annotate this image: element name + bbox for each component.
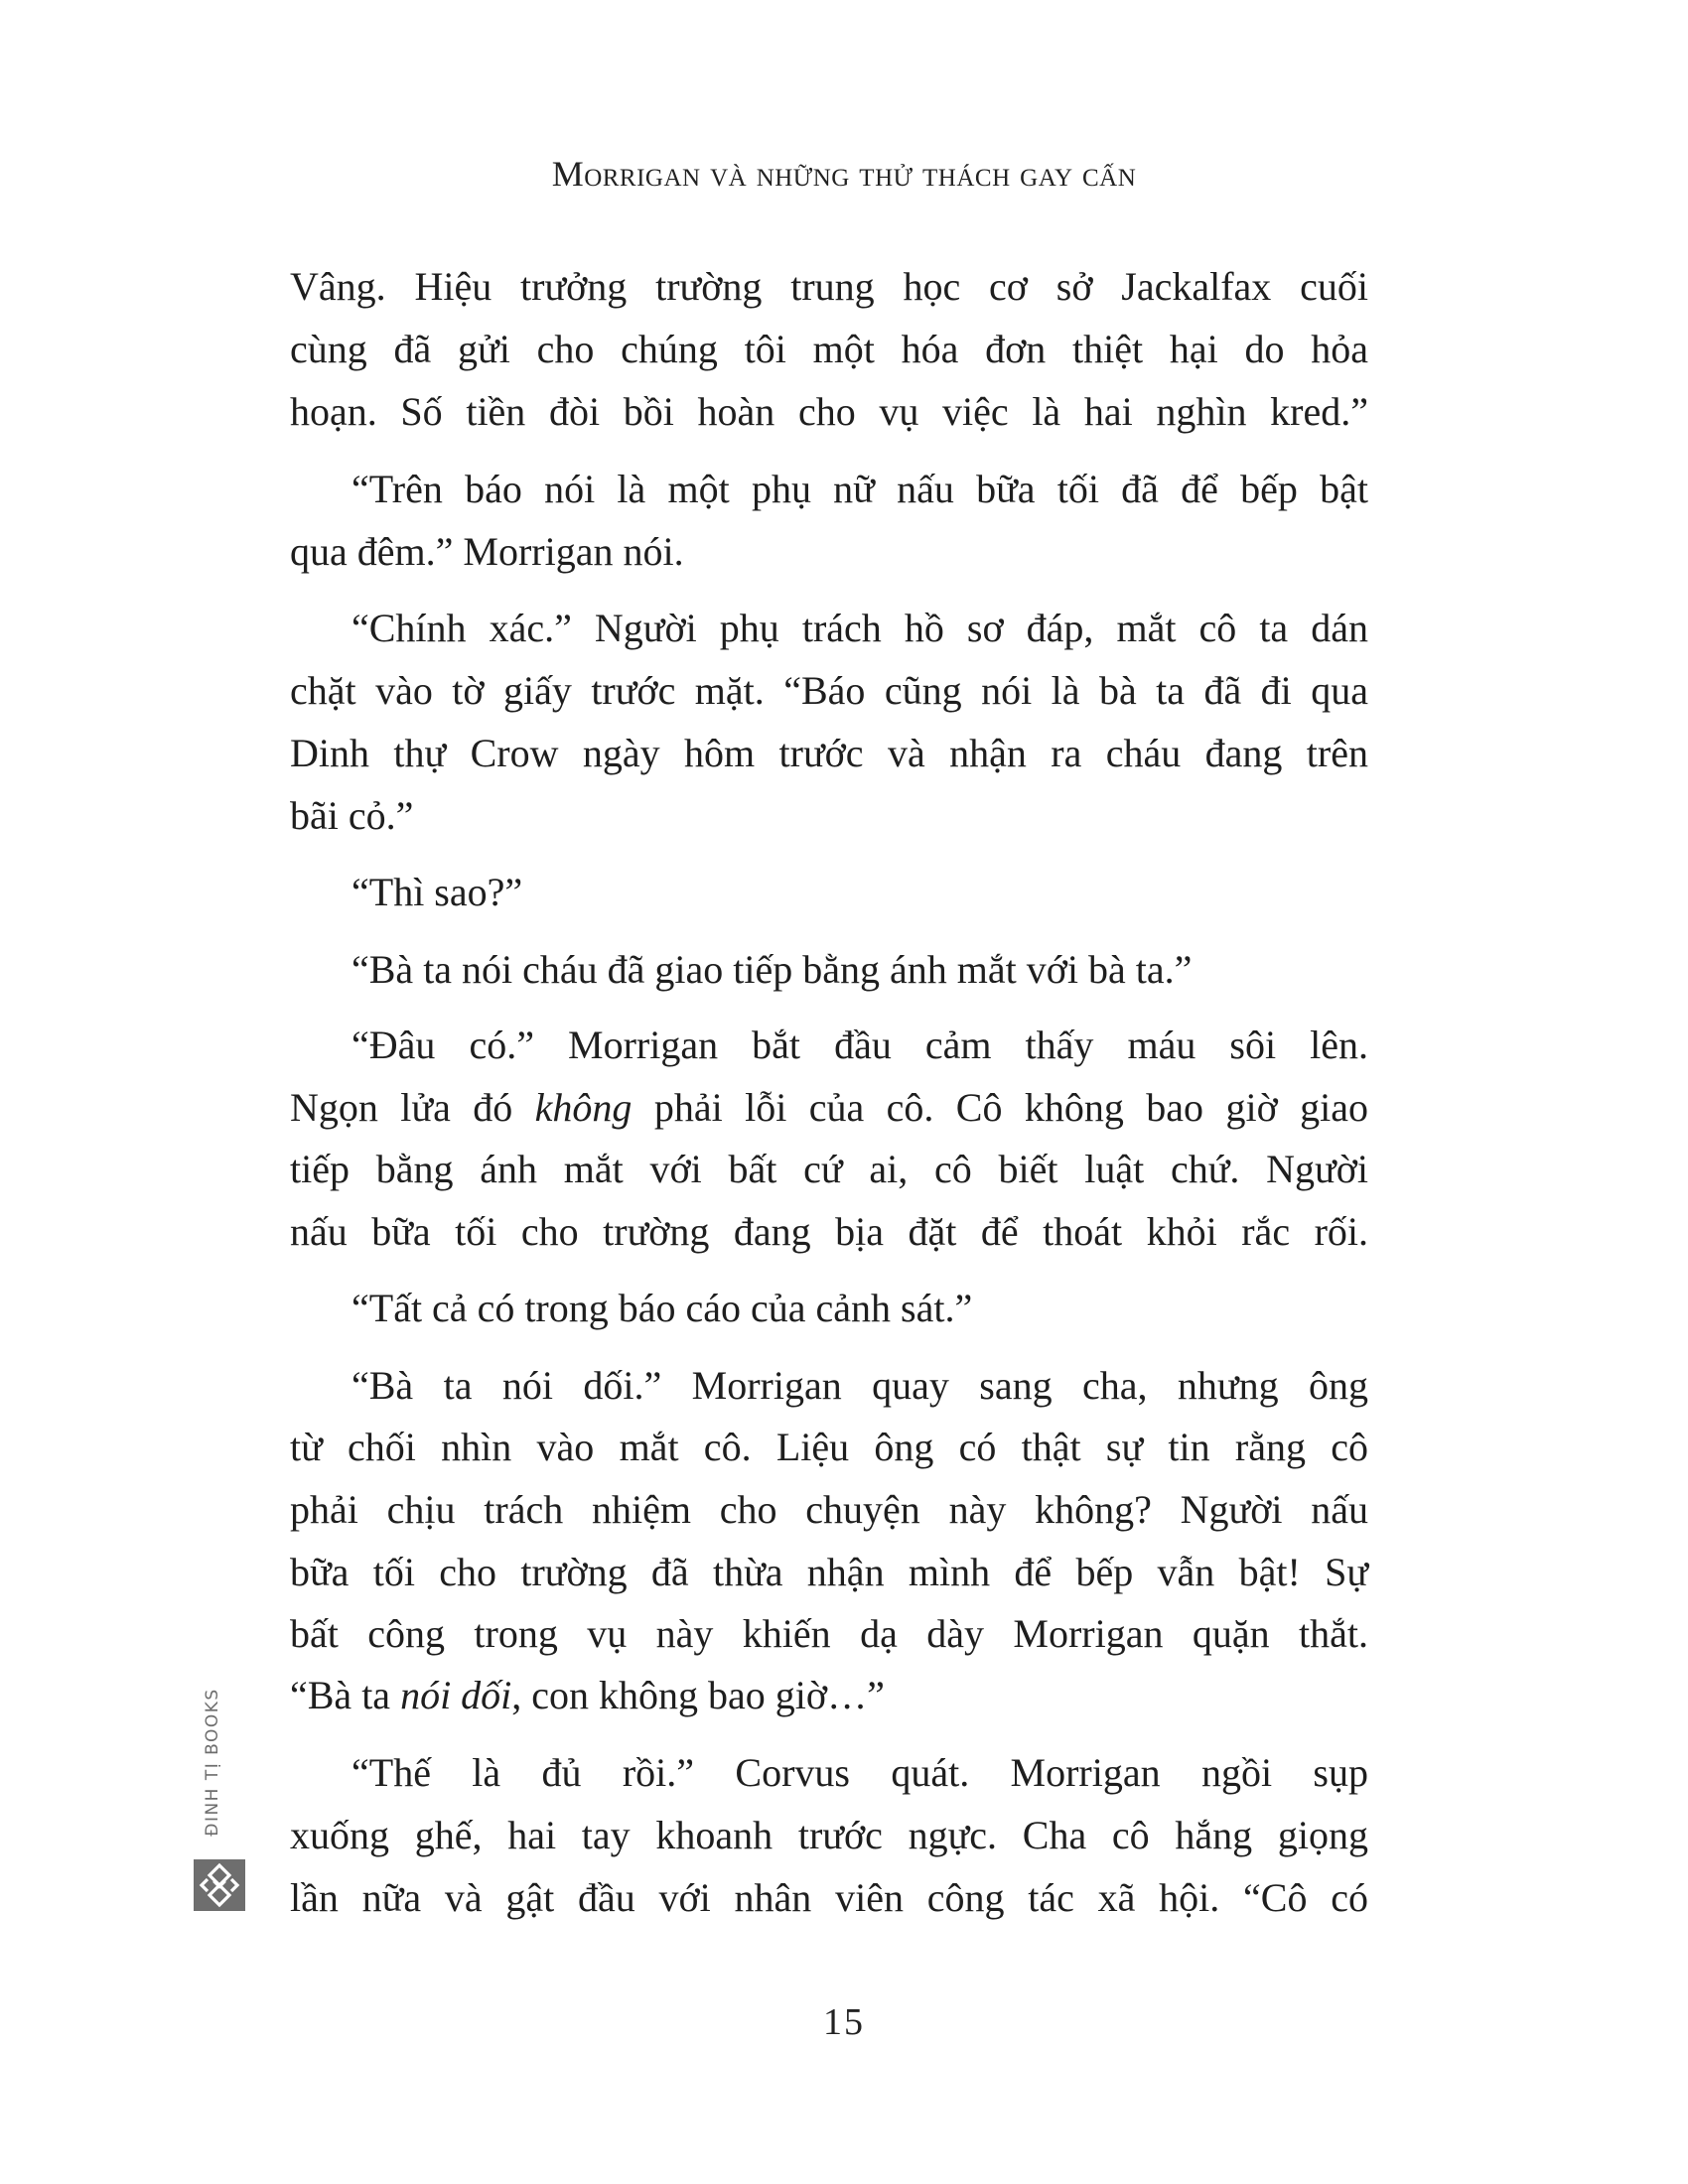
text-line: xuống ghế, hai tay khoanh trước ngực. Cha cô hắng giọng: [290, 1813, 1368, 1857]
diamond-knot-logo-icon: [194, 1859, 245, 1911]
text-line: “Bà ta nói dối.” Morrigan quay sang cha, nhưng ông: [352, 1363, 1368, 1408]
emphasis: nói dối: [400, 1673, 512, 1717]
text-line: lần nữa và gật đầu với nhân viên công tác xã hội. “Cô có: [290, 1875, 1368, 1920]
text-line: “Đâu có.” Morrigan bắt đầu cảm thấy máu sôi lên.: [352, 1023, 1368, 1067]
emphasis: không: [534, 1085, 633, 1130]
text-line-with-emphasis: “Bà ta nói dối, con không bao giờ…”: [290, 1673, 885, 1717]
text-line: “Bà ta nói cháu đã giao tiếp bằng ánh mắt với bà ta.”: [352, 947, 1193, 992]
text-line: phải chịu trách nhiệm cho chuyện này không? Người nấu: [290, 1487, 1368, 1532]
text-line: qua đêm.” Morrigan nói.: [290, 529, 684, 574]
page-number: 15: [823, 2001, 865, 2043]
text-line: bữa tối cho trường đã thừa nhận mình để bếp vẫn bật! Sự: [290, 1550, 1368, 1594]
text-line: bất công trong vụ này khiến dạ dày Morrigan quặn thắt.: [290, 1611, 1368, 1656]
text-line: cùng đã gửi cho chúng tôi một hóa đơn thiệt hại do hỏa: [290, 327, 1368, 371]
text-line: “Tất cả có trong báo cáo của cảnh sát.”: [352, 1286, 973, 1330]
text-line: “Thế là đủ rồi.” Corvus quát. Morrigan ngồi sụp: [352, 1750, 1368, 1795]
running-head: Morrigan và những thử thách gay cấn: [551, 154, 1137, 194]
publisher-mark: [189, 1688, 248, 1916]
text-line: hoạn. Số tiền đòi bồi hoàn cho vụ việc là hai nghìn kred.”: [290, 389, 1368, 434]
text-line: “Trên báo nói là một phụ nữ nấu bữa tối đã để bếp bật: [352, 467, 1368, 511]
text-line: nấu bữa tối cho trường đang bịa đặt để thoát khỏi rắc rối.: [290, 1209, 1368, 1254]
publisher-name: ĐINH TỊ BOOKS: [203, 1688, 222, 1837]
text-line: từ chối nhìn vào mắt cô. Liệu ông có thật sự tin rằng cô: [290, 1425, 1368, 1469]
text-line: “Chính xác.” Người phụ trách hồ sơ đáp, mắt cô ta dán: [352, 606, 1368, 650]
text-line: tiếp bằng ánh mắt với bất cứ ai, cô biết luật chứ. Người: [290, 1147, 1368, 1191]
text-line: chặt vào tờ giấy trước mặt. “Báo cũng nói là bà ta đã đi qua: [290, 668, 1368, 713]
text-line-with-emphasis: Ngọn lửa đó không phải lỗi của cô. Cô không bao giờ giao: [290, 1085, 1368, 1130]
text-line: bãi cỏ.”: [290, 793, 414, 838]
text-line: Vâng. Hiệu trưởng trường trung học cơ sở Jackalfax cuối: [290, 264, 1368, 309]
text-line: “Thì sao?”: [352, 870, 523, 914]
text-line: Dinh thự Crow ngày hôm trước và nhận ra cháu đang trên: [290, 731, 1368, 775]
